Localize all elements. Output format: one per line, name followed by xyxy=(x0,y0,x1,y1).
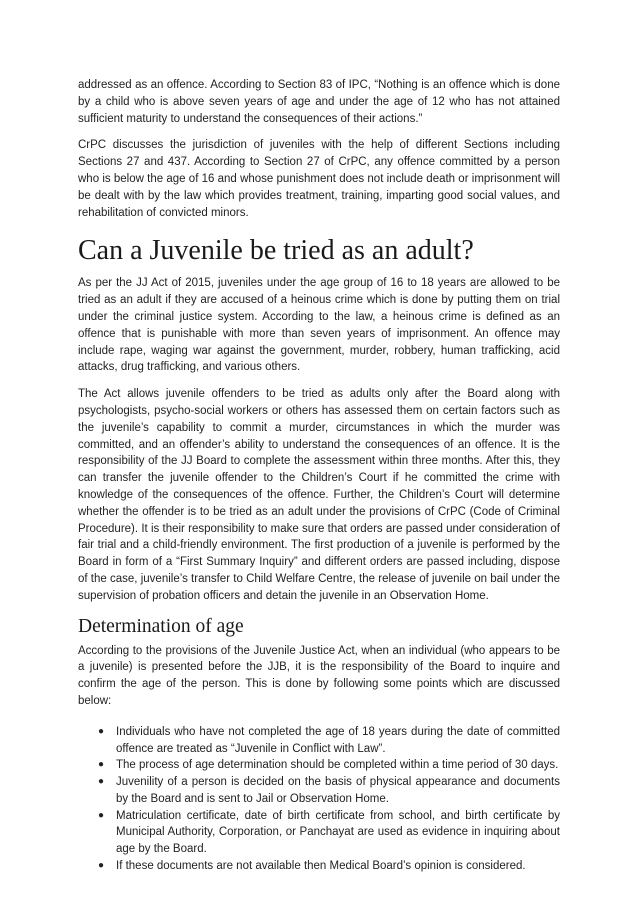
list-item-text: If these documents are not available then Medical Board’s opinion is considered. xyxy=(116,860,526,873)
age-determination-list xyxy=(78,724,560,875)
list-item xyxy=(98,808,560,858)
list-item xyxy=(98,724,560,758)
list-item-text: Matriculation certificate, date of birth certificate from school, and birth certificate by Municipal Authority, Corporation, or Panchayat are used as evidence in inquiring about age by the Board. xyxy=(116,809,560,856)
list-item-text: The process of age determination should be completed within a time period of 30 days. xyxy=(116,759,559,772)
bullet-icon: ● xyxy=(98,809,105,821)
bullet-icon: ● xyxy=(98,759,105,771)
document-page xyxy=(78,77,560,875)
list-item xyxy=(98,774,560,808)
intro-paragraph-1: addressed as an offence. According to Section 83 of IPC, “Nothing is an offence which is done by a child who is above seven years of age and under the age of 12 who has not attained sufficient maturity to understand the consequences of their actions.” xyxy=(78,79,560,125)
list-item-text: Individuals who have not completed the age of 18 years during the date of committed offence are treated as “Juvenile in Conflict with Law”. xyxy=(116,725,560,755)
bullet-icon: ● xyxy=(98,776,105,788)
list-item-text: Juvenility of a person is decided on the basis of physical appearance and documents by the Board and is sent to Jail or Observation Home. xyxy=(116,776,560,805)
bullet-icon: ● xyxy=(98,725,105,737)
section1-paragraph-1: As per the JJ Act of 2015, juveniles under the age group of 16 to 18 years are allowed to be tried as an adult if they are accused of a heinous crime which is done by putting them on trial under the criminal justice system. According to the law, a heinous crime is defined as an offence that is punishable with more than seven years of imprisonment. An offence may include rape, waging war against the government, murder, robbery, human trafficking, acid attacks, drug trafficking, and various others. xyxy=(78,277,560,374)
bullet-icon: ● xyxy=(98,860,105,872)
section-heading-determination-of-age: Determination of age xyxy=(78,615,244,637)
list-item xyxy=(98,858,560,875)
section1-paragraph-2: The Act allows juvenile offenders to be tried as adults only after the Board along with psychologists, psycho-social workers or others has assessed them on certain factors such as the juvenile’s capability to commit a murder, circumstances in which the murder was committed, and an offender’s ability to understand the consequences of an offence. It is the responsibility of the JJ Board to complete the assessment within three months. After this, they can transfer the juvenile offender to the Children’s Court if he committed the crime with knowledge of the consequences of the offence. Further, the Children’s Court will determine whether the offender is to be tried as an adult under the provisions of CrPC (Code of Criminal Procedure). It is their responsibility to make sure that orders are passed under consideration of fair trial and a child-friendly environment. The first production of a juvenile is performed by the Board in form of a “First Summary Inquiry” and different orders are passed including, dispose of the case, juvenile’s transfer to Child Welfare Centre, the release of juvenile on bail under the supervision of probation officers and detain the juvenile in an Observation Home. xyxy=(78,388,560,602)
intro-paragraph-2: CrPC discusses the jurisdiction of juveniles with the help of different Sections including Sections 27 and 437. According to Section 27 of CrPC, any offence committed by a person who is below the age of 16 and whose punishment does not include death or imprisonment will be dealt with by the law which provides treatment, training, imparting good social values, and rehabilitation of convicted minors. xyxy=(78,139,560,219)
section-heading-juvenile-tried-as-adult: Can a Juvenile be tried as an adult? xyxy=(78,235,474,267)
list-item xyxy=(98,757,560,774)
section2-paragraph: According to the provisions of the Juvenile Justice Act, when an individual (who appears to be a juvenile) is presented before the JJB, it is the responsibility of the Board to inquire and confirm the age of the person. This is done by following some points which are discussed below: xyxy=(78,644,560,707)
